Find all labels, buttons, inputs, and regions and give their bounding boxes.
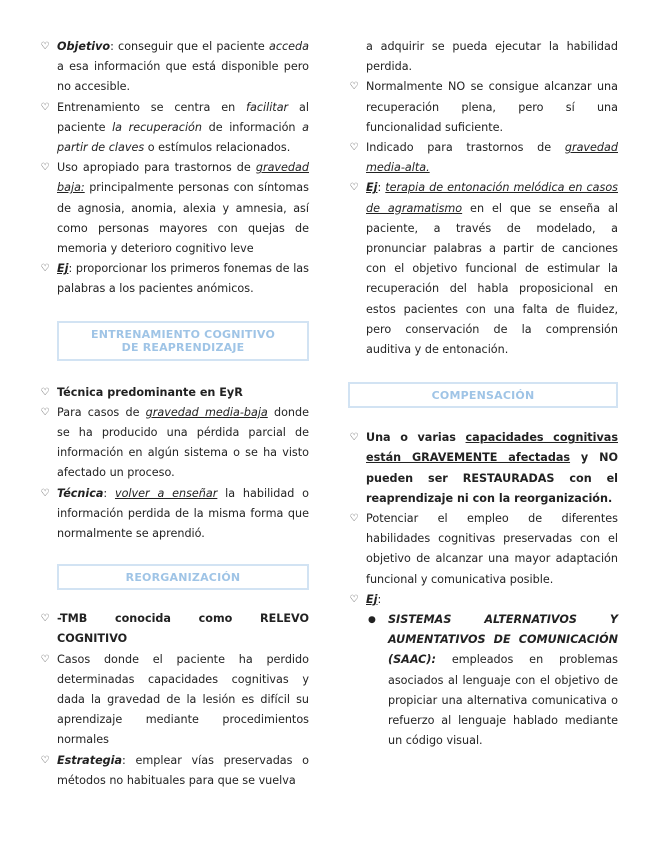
text-run: : <box>377 181 386 195</box>
list-item <box>349 178 618 360</box>
text-run: gravedad baja: <box>57 161 309 195</box>
reaprendizaje-list <box>40 383 310 545</box>
objective-list <box>40 37 309 300</box>
text-run: Ej <box>366 181 378 195</box>
text-run: : emplear vías preservadas o métodos no habituales para que se vuelva <box>57 753 309 787</box>
text-run: Indicado para trastornos de <box>366 141 565 155</box>
list-item <box>349 138 618 178</box>
list-item <box>40 751 309 791</box>
text-run: principalmente personas con síntomas de agnosia, anomia, alexia y amnesia, así como personas mayores con quejas de memoria y deterioro cognitivo leve <box>57 181 309 256</box>
section-header-reaprendizaje: ENTRENAMIENTO COGNITIVO DE REAPRENDIZAJE <box>57 321 309 361</box>
text-run: la recuperación <box>112 120 202 134</box>
heart-outline-icon: ♡ <box>40 754 50 766</box>
list-item <box>366 37 618 77</box>
text-run: -TMB conocida como RELEVO COGNITIVO <box>57 612 309 646</box>
heart-outline-icon: ♡ <box>40 487 50 499</box>
text-run: capacidades cognitivas están GRAVEMENTE afectadas <box>366 431 618 465</box>
left-column <box>40 37 310 791</box>
text-run: SISTEMAS ALTERNATIVOS Y AUMENTATIVOS DE COMUNICACIÓN (SAAC): <box>388 613 618 667</box>
reorganizacion-list <box>40 609 309 791</box>
list-item <box>40 609 309 649</box>
text-run: donde se ha producido una pérdida parcial de información en algún sistema o se ha visto afectado un proceso. <box>57 405 310 480</box>
list-item <box>40 158 309 259</box>
heart-outline-icon: ♡ <box>40 613 50 625</box>
text-run: Uso apropiado para trastornos de <box>57 161 256 175</box>
text-run: a adquirir se pueda ejecutar la habilidad perdida. <box>366 40 618 74</box>
heart-outline-icon: ♡ <box>40 263 50 275</box>
heart-outline-icon: ♡ <box>349 81 359 93</box>
text-run: Para casos de <box>57 405 146 419</box>
list-item <box>349 428 618 509</box>
saac-sublist <box>366 610 618 751</box>
text-run: Entrenamiento se centra en <box>57 100 247 114</box>
text-run: : proporcionar los primeros fonemas de las palabras a los pacientes anómicos. <box>57 262 309 296</box>
heart-outline-icon: ♡ <box>40 41 50 52</box>
heart-outline-icon: ♡ <box>40 653 50 665</box>
text-run: Técnica predominante en EyR <box>57 385 243 399</box>
text-run: al paciente <box>57 100 309 134</box>
text-run: Una o varias <box>366 431 466 445</box>
text-run: volver a enseñar <box>114 486 218 500</box>
heart-outline-icon: ♡ <box>349 513 359 525</box>
right-column <box>349 37 618 752</box>
heart-outline-icon: ♡ <box>349 593 359 605</box>
text-run: Estrategia <box>57 753 123 767</box>
text-run: : conseguir que el paciente acceda a esa información que está disponible pero no accesible. <box>57 40 309 94</box>
list-item <box>40 37 309 98</box>
text-run: Casos donde el paciente ha perdido determinadas capacidades cognitivas y dada la gravedad de la lesión es difícil su aprendizaje mediante procedimientos normales <box>57 652 309 747</box>
text-run: y NO pueden ser RESTAURADAS con el reaprendizaje ni con la reorganización. <box>366 451 618 505</box>
text-run: o estímulos relacionados. <box>144 141 291 155</box>
text-run: empleados en problemas asociados al lenguaje con el objetivo de propiciar una alternativa comunicativa o refuerzo al lenguaje hablado mediante un código visual. <box>388 653 618 748</box>
text-run: facilitar <box>246 100 289 114</box>
text-run: Ej <box>366 592 378 606</box>
text-run: en el que se enseña al paciente, a través de modelado, a pronunciar palabras a partir de canciones con el objetivo funcional de estimular la recuperación del habla proposicional en estos pacientes con una falta de fluidez, pero conservación de la comprensión auditiva y de entonación. <box>366 201 618 357</box>
heart-outline-icon: ♡ <box>349 432 359 444</box>
heart-outline-icon: ♡ <box>40 162 50 174</box>
text-run: terapia de entonación melódica en casos de agramatismo <box>366 181 618 215</box>
text-run: a partir de claves <box>57 120 309 155</box>
list-item <box>40 403 310 484</box>
compensacion-list <box>349 428 618 610</box>
list-item <box>40 383 309 403</box>
heart-outline-icon: ♡ <box>40 386 50 398</box>
list-item <box>349 509 618 590</box>
text-run: Objetivo <box>57 40 111 53</box>
filled-circle-icon: ● <box>368 615 376 626</box>
list-item <box>40 259 309 299</box>
section-header-reorganizacion: REORGANIZACIÓN <box>57 564 309 590</box>
list-item <box>40 650 309 751</box>
list-item <box>40 98 309 159</box>
text-run: Ej <box>57 262 69 276</box>
text-run: Potenciar el empleo de diferentes habilidades cognitivas preservadas con el objetivo de alcanzar una mayor adaptación funcional y comunicativa posible. <box>366 512 618 586</box>
text-run: gravedad media-baja <box>145 405 268 419</box>
text-run: gravedad media-alta. <box>366 141 618 175</box>
reorganizacion-continued-list <box>349 37 618 360</box>
heart-outline-icon: ♡ <box>349 182 359 194</box>
heart-outline-icon: ♡ <box>349 142 359 154</box>
list-item <box>40 484 309 545</box>
section-header-compensacion: COMPENSACIÓN <box>348 382 618 408</box>
heart-outline-icon: ♡ <box>40 406 50 418</box>
text-run: : <box>103 486 115 500</box>
text-run: de información <box>202 120 303 134</box>
list-item <box>349 590 618 610</box>
heart-outline-icon: ♡ <box>40 101 50 113</box>
text-run: Técnica <box>57 486 104 500</box>
text-run: Normalmente NO se consigue alcanzar una recuperación plena, pero sí una funcionalidad suficiente. <box>366 80 618 134</box>
sublist-item <box>368 610 618 751</box>
text-run: la habilidad o información perdida de la misma forma que normalmente se aprendió. <box>57 486 309 541</box>
text-run: : <box>377 592 382 606</box>
list-item <box>349 77 618 138</box>
